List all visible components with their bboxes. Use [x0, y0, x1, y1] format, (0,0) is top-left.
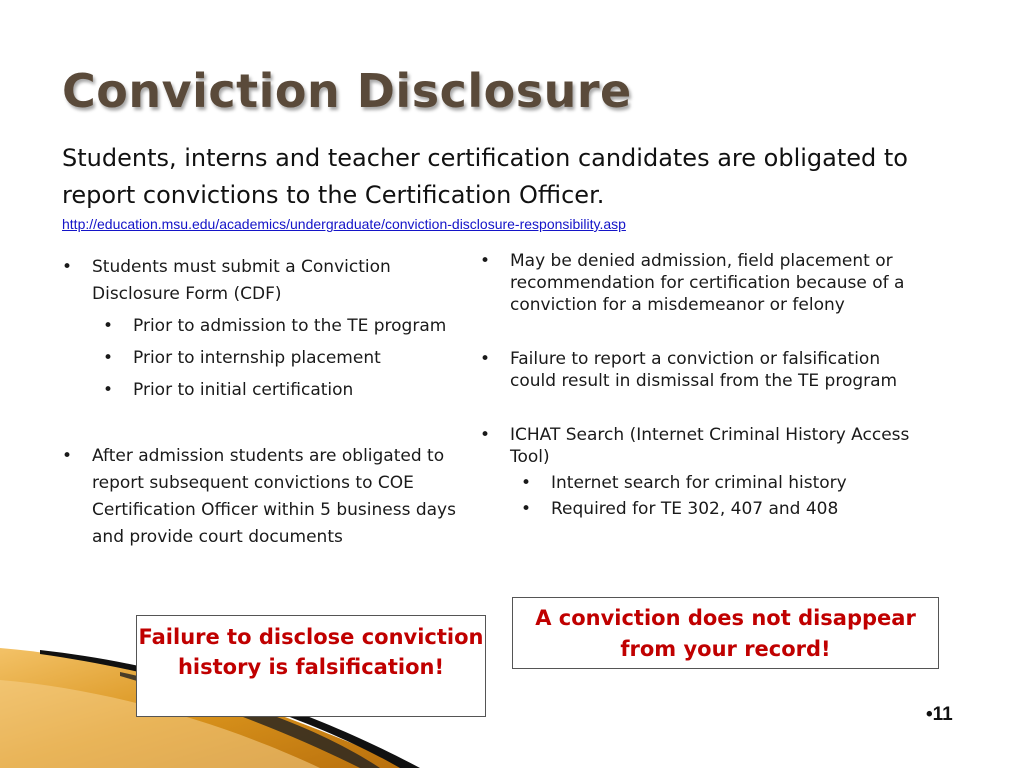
sub-bullet-internet-search: • Internet search for criminal history	[521, 472, 920, 494]
conviction-disclosure-link[interactable]: http://education.msu.edu/academics/undergraduate/conviction-disclosure-responsibility.asp	[62, 216, 626, 232]
page-number: •11	[926, 704, 953, 725]
sub-bullet-admission: • Prior to admission to the TE program	[103, 313, 462, 340]
left-bullet-list	[62, 254, 462, 551]
slide-title: Conviction Disclosure	[62, 64, 632, 118]
right-bullet-list	[480, 250, 920, 520]
slide-subtitle: Students, interns and teacher certification candidates are obligated to report convictions to the Certification Officer.	[62, 144, 908, 209]
sub-bullet-internship: • Prior to internship placement	[103, 345, 462, 372]
bullet-may-be-denied: • May be denied admission, field placement or recommendation for certification because of a conviction for a misdemeanor or felony	[480, 250, 920, 316]
bullet-report-subsequent: • After admission students are obligated to report subsequent convictions to COE Certification Officer within 5 business days and provide court documents	[62, 443, 462, 551]
bullet-failure-to-report: • Failure to report a conviction or falsification could result in dismissal from the TE program	[480, 348, 920, 392]
bullet-submit-cdf: • Students must submit a Conviction Disclosure Form (CDF)	[62, 254, 462, 308]
sub-bullet-certification: • Prior to initial certification	[103, 377, 462, 404]
callout-falsification: Failure to disclose conviction history is falsification!	[136, 615, 486, 717]
sub-bullet-required-te: • Required for TE 302, 407 and 408	[521, 498, 920, 520]
callout-record: A conviction does not disappear from your record!	[512, 597, 939, 669]
bullet-ichat-search: • ICHAT Search (Internet Criminal History Access Tool)	[480, 424, 920, 468]
